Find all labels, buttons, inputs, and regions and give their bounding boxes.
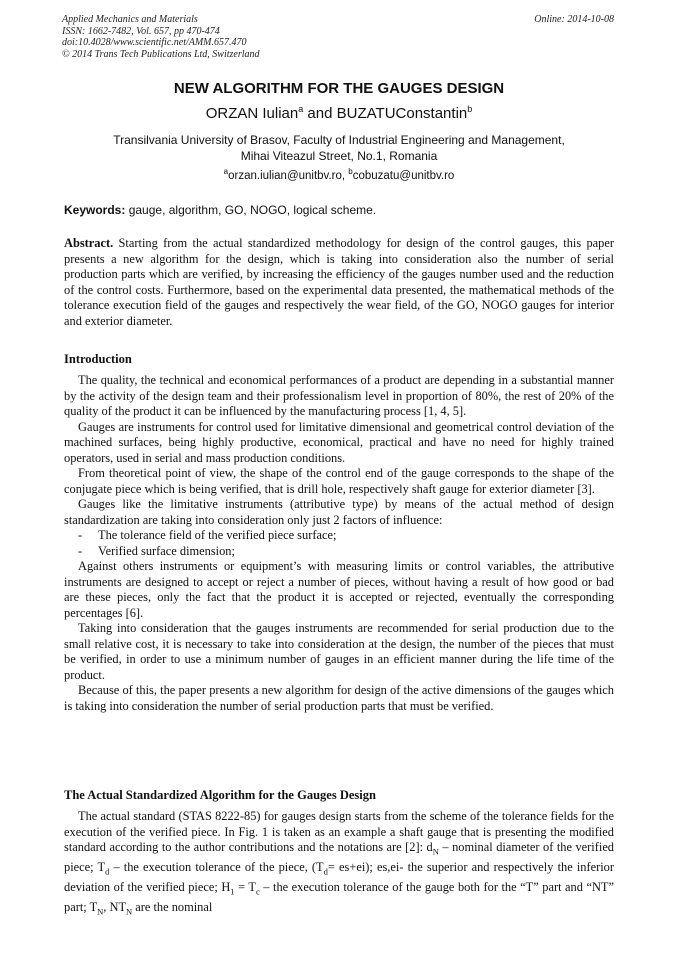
list-item: - The tolerance field of the verified piece surface; — [78, 528, 337, 542]
authors-and: and — [303, 105, 337, 122]
keywords-text: gauge, algorithm, GO, NOGO, logical scheme. — [125, 203, 377, 217]
list-dash: - — [78, 543, 83, 558]
intro-paragraph-5: Against others instruments or equipment’s with measuring limits or control variables, the attributive instruments are designed to accept or reject a number of pieces, without having a result of how good or bad are these pieces, only the fact that the product it is accepted or rejected, eventually the corresponding percentages [6]. — [64, 559, 614, 620]
keywords-label: Keywords: — [64, 203, 126, 217]
introduction-heading: Introduction — [64, 352, 132, 366]
email-b: cobuzatu@unitbv.ro — [352, 169, 455, 182]
intro-paragraph-1: The quality, the technical and economical performances of a product are depending in a substantial manner by the activity of the design team and their professionalism level in proportion of 80%, the rest of 20% of the quality of the product it can be influenced by the manufacturing process [1, 4, 5]. — [64, 373, 614, 418]
keywords — [64, 203, 376, 217]
list-dash: - — [78, 528, 83, 542]
authors-line — [0, 104, 678, 122]
email-a-sup: a — [223, 167, 229, 176]
journal-header — [62, 14, 260, 60]
intro-paragraph-7: Because of this, the paper presents a new algorithm for design of the active dimensions of the gauges which is taking into consideration the number of serial production parts that must be verified. — [64, 683, 614, 713]
author-2: BUZATUConstantin — [336, 105, 468, 122]
author-1: ORZAN Iulian — [205, 105, 299, 122]
author-2-sup: b — [467, 104, 473, 114]
email-b-sup: b — [348, 167, 353, 176]
online-date: Online: 2014-10-08 — [534, 14, 614, 25]
section-2-body — [64, 809, 614, 920]
section-2-paragraph-1: The actual standard (STAS 8222-85) for gauges design starts from the scheme of the tolerance fields for the execution of the verified piece. In Fig. 1 is taken as an example a shaft gauge that is presenting the modified standard according to the author contributions and the notations are [2]: $d_N$ – nominal diameter of the verified piece; $T_d$ – the execution tolerance of the piece, $(T_d= es+ei)$; es,ei- the superior and respectively the inferior deviation of the verified piece; $H_1 = T_c$ – the execution tolerance of the gauge both for the “T” part and “NT” part; $T_N$, $NT_N$ are the nominal — [64, 809, 615, 917]
abstract-text: Starting from the actual standardized methodology for design of the control gauges, this paper presents a new algorithm for the design, which is taking into consideration also the number of serial production parts which are verified, by increasing the efficiency of the gauges number used and the reduction of the control costs. Furthermore, based on the experimental data presented, the mathematical methods of the tolerance execution field of the gauges and respectively the wear field, of the GO, NOGO gauges for interior and exterior diameter. — [64, 236, 614, 328]
author-1-sup: a — [298, 104, 304, 114]
abstract-label: Abstract. — [64, 236, 114, 250]
doi-line: doi:10.4028/www.scientific.net/AMM.657.470 — [62, 37, 247, 48]
intro-paragraph-2: Gauges are instruments for control used for limitative dimensional and geometrical control deviation of the machined surfaces, being highly productive, economical, practical and have no need for highly trained operators, used in serial and mass production conditions. — [64, 419, 614, 465]
list-item: - Verified surface dimension; — [78, 543, 235, 558]
intro-paragraph-6: Taking into consideration that the gauges instruments are recommended for serial production due to the small relative cost, it is necessary to take into consideration at the design, the number of the pieces that must be verified, in order to use a minimum number of gauges in an efficient manner during the life time of the product. — [64, 621, 614, 682]
email-a: orzan.iulian@unitbv.ro, — [228, 169, 349, 182]
influence-factors-list — [64, 528, 614, 559]
affiliation-line-2: Mihai Viteazul Street, No.1, Romania — [240, 149, 438, 163]
section-2-heading: The Actual Standardized Algorithm for the Gauges Design — [64, 788, 376, 802]
issn-line: ISSN: 1662-7482, Vol. 657, pp 470-474 — [62, 25, 220, 37]
affiliation — [0, 132, 678, 164]
paper-title: NEW ALGORITHM FOR THE GAUGES DESIGN — [173, 80, 505, 97]
introduction-body — [64, 373, 614, 714]
intro-paragraph-3: From theoretical point of view, the shape of the control end of the gauge corresponds to the shape of the conjugate piece which is being verified, that is drill hole, respectively shaft gauge for exterior diameter [3]. — [64, 466, 614, 496]
copyright-line: © 2014 Trans Tech Publications Ltd, Switzerland — [62, 48, 260, 60]
affiliation-line-1: Transilvania University of Brasov, Faculty of Industrial Engineering and Management, — [113, 133, 565, 147]
author-emails — [0, 167, 678, 182]
abstract — [64, 236, 614, 329]
intro-paragraph-4: Gauges like the limitative instruments (attributive type) by means of the actual method of design standardization are taking into consideration only just 2 factors of influence: — [64, 497, 614, 527]
journal-name: Applied Mechanics and Materials — [62, 14, 198, 25]
